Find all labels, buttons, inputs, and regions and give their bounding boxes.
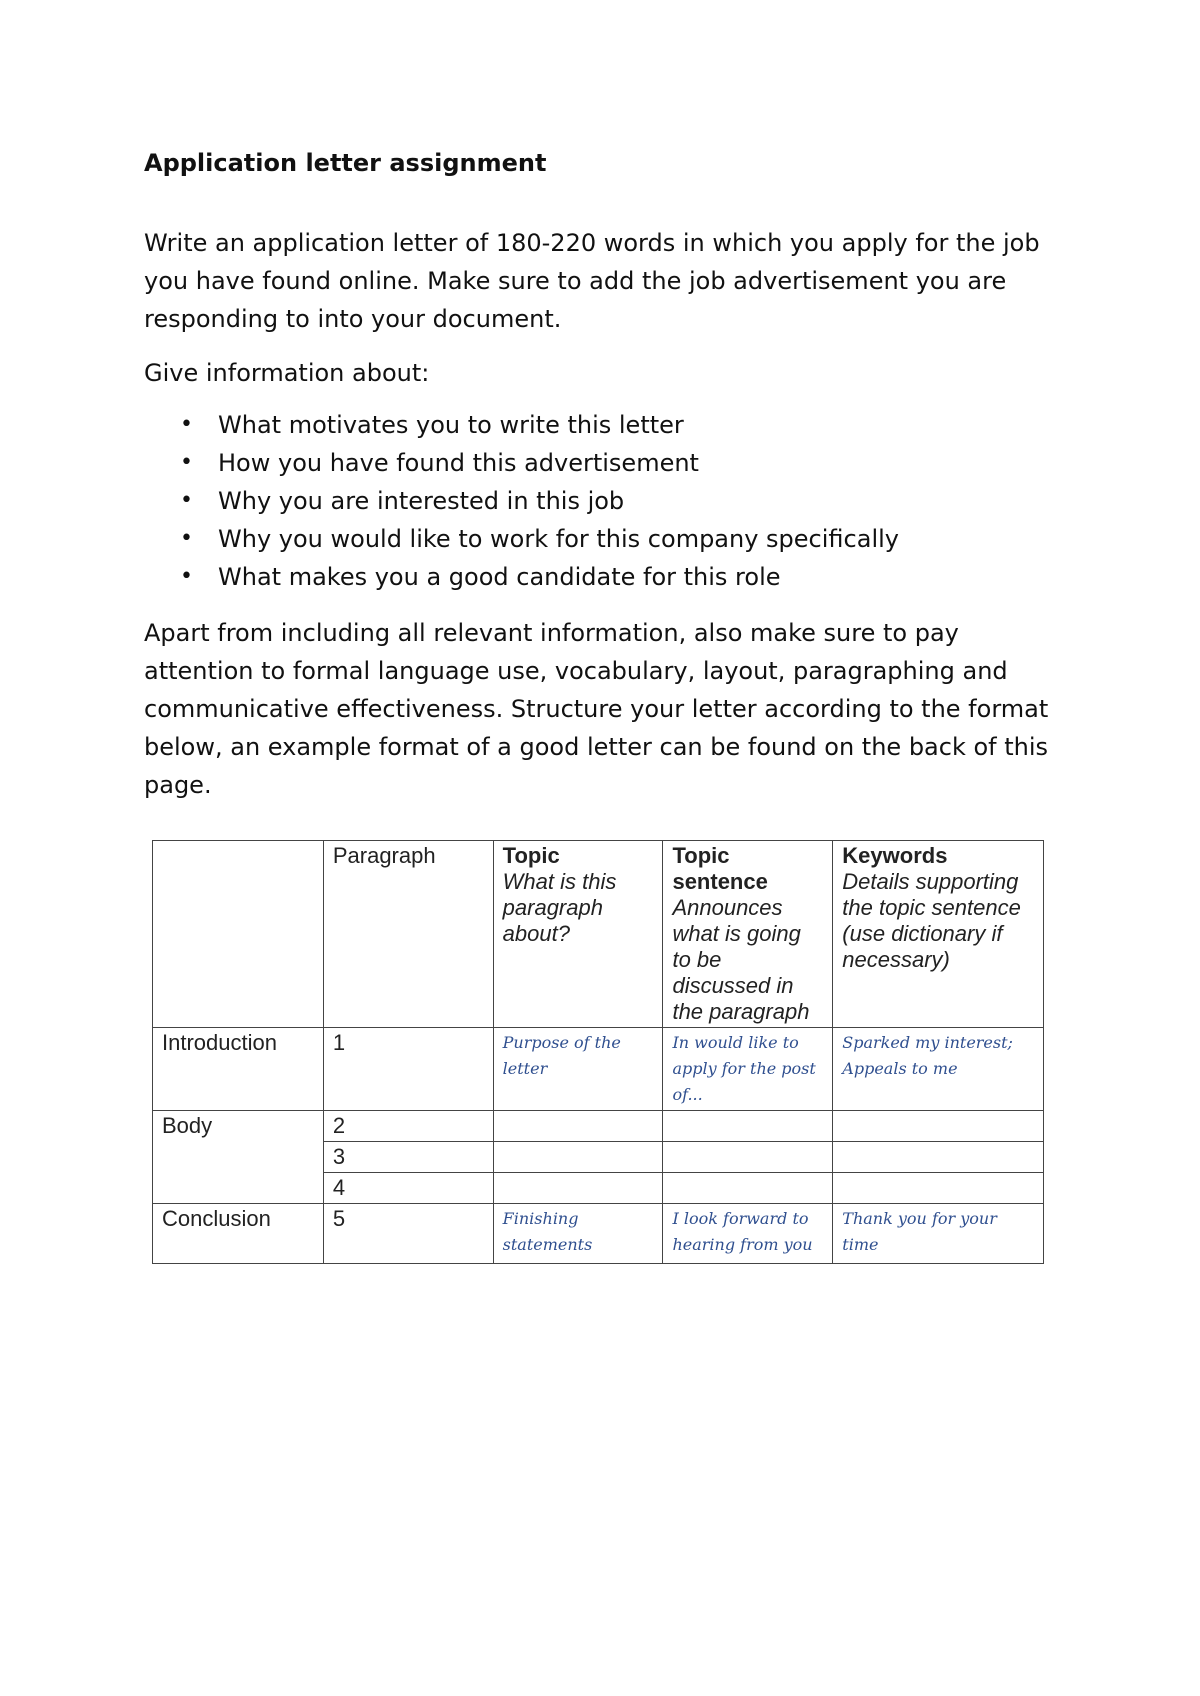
sentence-cell: I look forward to hearing from you [663, 1204, 833, 1264]
list-item: • Why you are interested in this job [144, 482, 1074, 520]
header-topic [493, 841, 663, 1028]
paragraph-number: 5 [323, 1204, 493, 1264]
intro-paragraph: Write an application letter of 180-220 words in which you apply for the job you have found online. Make sure to add the job advertisement you are responding to into your document. [144, 229, 1040, 333]
header-topic-title: Topic [502, 843, 560, 868]
topic-cell: Finishing statements [493, 1204, 663, 1264]
header-sentence-subtitle: Announces what is going to be discussed in the paragraph [672, 895, 810, 1024]
header-keywords-subtitle: Details supporting the topic sentence (use dictionary if necessary) [842, 869, 1021, 972]
header-keywords [833, 841, 1044, 1028]
topic-cell: Purpose of the letter [493, 1028, 663, 1111]
keywords-cell: Thank you for your time [833, 1204, 1044, 1264]
section-label: Body [153, 1111, 324, 1204]
list-item: • What makes you a good candidate for this role [144, 558, 1074, 596]
outro-paragraph: Apart from including all relevant information, also make sure to pay attention to formal language use, vocabulary, layout, paragraphing and communicative effectiveness. Structure your letter according to the format below, an example format of a good letter can be found on the back of this page. [144, 619, 1049, 799]
keywords-cell: Sparked my interest; Appeals to me [833, 1028, 1044, 1111]
header-topic-sentence [663, 841, 833, 1028]
paragraph-number: 2 [323, 1111, 493, 1142]
topic-cell [493, 1111, 663, 1142]
give-information-label: Give information about: [144, 359, 430, 387]
keywords-cell [833, 1142, 1044, 1173]
header-paragraph [323, 841, 493, 1028]
table-header-row [153, 841, 1044, 1028]
sentence-cell: In would like to apply for the post of... [663, 1028, 833, 1111]
topic-cell [493, 1173, 663, 1204]
section-label: Introduction [153, 1028, 324, 1111]
header-topic-subtitle: What is this paragraph about? [502, 869, 617, 946]
sentence-cell [663, 1173, 833, 1204]
list-item: • How you have found this advertisement [144, 444, 1074, 482]
keywords-cell [833, 1111, 1044, 1142]
list-item: • What motivates you to write this letter [144, 406, 1074, 444]
section-label: Conclusion [153, 1204, 324, 1264]
letter-structure-table [152, 840, 1044, 1264]
list-item: • Why you would like to work for this company specifically [144, 520, 1074, 558]
keywords-cell [833, 1173, 1044, 1204]
sentence-cell [663, 1111, 833, 1142]
table-cell [153, 841, 324, 1028]
table-row [153, 1111, 1044, 1142]
table-row [153, 1204, 1044, 1264]
header-paragraph-label: Paragraph [332, 843, 436, 868]
paragraph-number: 3 [323, 1142, 493, 1173]
topic-cell [493, 1142, 663, 1173]
table-row [153, 1028, 1044, 1111]
paragraph-number: 4 [323, 1173, 493, 1204]
header-sentence-title: Topic sentence [672, 843, 768, 894]
header-keywords-title: Keywords [842, 843, 948, 868]
document-title: Application letter assignment [144, 149, 547, 177]
sentence-cell [663, 1142, 833, 1173]
information-bullet-list [144, 406, 1074, 596]
paragraph-number: 1 [323, 1028, 493, 1111]
